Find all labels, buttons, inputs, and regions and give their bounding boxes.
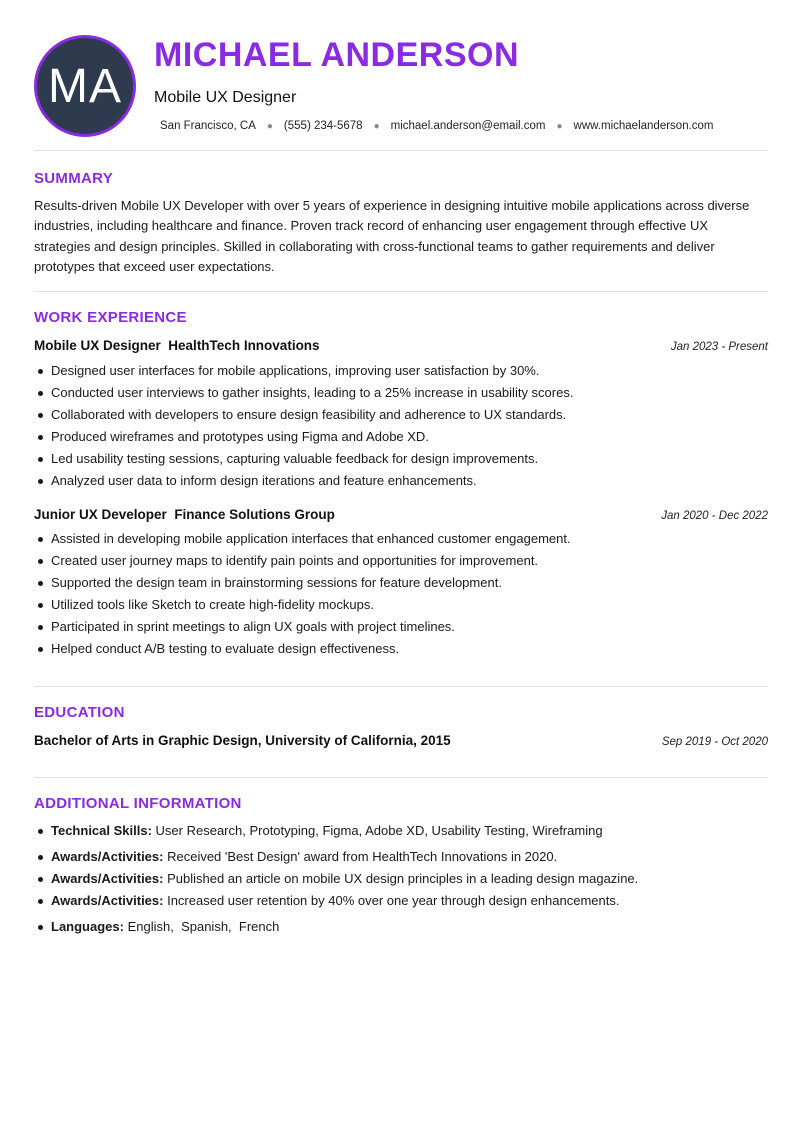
info-text: User Research, Prototyping, Figma, Adobe XD, Usability Testing, Wireframing [155, 823, 603, 838]
info-text: English, Spanish, French [127, 919, 280, 934]
list-item: Assisted in developing mobile application interfaces that enhanced customer engagement. [51, 528, 781, 550]
job-role-line [34, 507, 335, 522]
divider [34, 686, 768, 687]
experience-heading: WORK EXPERIENCE [34, 309, 187, 326]
info-text: Published an article on mobile UX design principles in a leading design magazine. [167, 871, 639, 886]
job-header [34, 338, 768, 353]
info-text: Increased user retention by 40% over one year through design enhancements. [167, 893, 620, 908]
job-dates: Jan 2020 - Dec 2022 [661, 510, 768, 522]
job-header [34, 507, 768, 522]
job-role-line [34, 338, 320, 353]
list-item: Designed user interfaces for mobile applications, improving user satisfaction by 30%. [51, 360, 781, 382]
job-company: Finance Solutions Group [174, 507, 335, 522]
list-item: Utilized tools like Sketch to create high-fidelity mockups. [51, 594, 781, 616]
divider [34, 777, 768, 778]
job-company: HealthTech Innovations [168, 338, 320, 353]
education-entry [34, 733, 768, 748]
list-item [51, 820, 781, 842]
candidate-name: MICHAEL ANDERSON [154, 36, 520, 74]
education-dates: Sep 2019 - Oct 2020 [661, 736, 768, 748]
additional-list [34, 820, 781, 938]
info-text: Received 'Best Design' award from HealthTech Innovations in 2020. [167, 849, 558, 864]
list-item: Helped conduct A/B testing to evaluate design effectiveness. [51, 638, 781, 660]
contact-email[interactable]: michael.anderson@email.com [390, 120, 546, 132]
separator-dot-icon: ● [556, 120, 563, 132]
info-label: Awards/Activities: [51, 849, 164, 864]
divider [34, 150, 768, 151]
info-label: Awards/Activities: [51, 893, 164, 908]
job-role: Mobile UX Designer [34, 338, 161, 353]
education-degree: Bachelor of Arts in Graphic Design, University of California, 2015 [34, 733, 451, 748]
list-item: Created user journey maps to identify pain points and opportunities for improvement. [51, 550, 781, 572]
contact-location: San Francisco, CA [160, 120, 256, 132]
list-item [51, 868, 781, 890]
additional-heading: ADDITIONAL INFORMATION [34, 795, 242, 812]
divider [34, 291, 768, 292]
summary-text: Results-driven Mobile UX Developer with over 5 years of experience in designing intuitive mobile applications across diverse industries, including healthcare and finance. Proven track record of enhancing user engagement through effective UX strategies and design principles. Skilled in collaborating with cross-functional teams to gather requirements and deliver prototypes that exceed user expectations. [34, 198, 750, 274]
list-item [51, 890, 781, 912]
list-item: Participated in sprint meetings to align UX goals with project timelines. [51, 616, 781, 638]
list-item: Produced wireframes and prototypes using Figma and Adobe XD. [51, 426, 781, 448]
avatar-initials: MA [48, 59, 122, 113]
info-label: Technical Skills: [51, 823, 152, 838]
job-bullet-list [34, 528, 781, 660]
list-item [51, 916, 781, 938]
contact-website[interactable]: www.michaelanderson.com [573, 120, 714, 132]
education-heading: EDUCATION [34, 704, 125, 721]
job-dates: Jan 2023 - Present [670, 341, 768, 353]
list-item: Collaborated with developers to ensure design feasibility and adherence to UX standards. [51, 404, 781, 426]
job-bullet-list [34, 360, 781, 492]
separator-dot-icon: ● [266, 120, 273, 132]
list-item [51, 846, 781, 868]
summary-heading: SUMMARY [34, 170, 114, 187]
contact-phone: (555) 234-5678 [283, 120, 363, 132]
separator-dot-icon: ● [373, 120, 380, 132]
candidate-title: Mobile UX Designer [154, 89, 297, 106]
list-item: Analyzed user data to inform design iterations and feature enhancements. [51, 470, 781, 492]
job-role: Junior UX Developer [34, 507, 167, 522]
list-item: Conducted user interviews to gather insights, leading to a 25% increase in usability scores. [51, 382, 781, 404]
list-item: Led usability testing sessions, capturing valuable feedback for design improvements. [51, 448, 781, 470]
info-label: Awards/Activities: [51, 871, 164, 886]
info-label: Languages: [51, 919, 124, 934]
list-item: Supported the design team in brainstorming sessions for feature development. [51, 572, 781, 594]
contact-bar [160, 120, 714, 132]
avatar [34, 35, 136, 137]
